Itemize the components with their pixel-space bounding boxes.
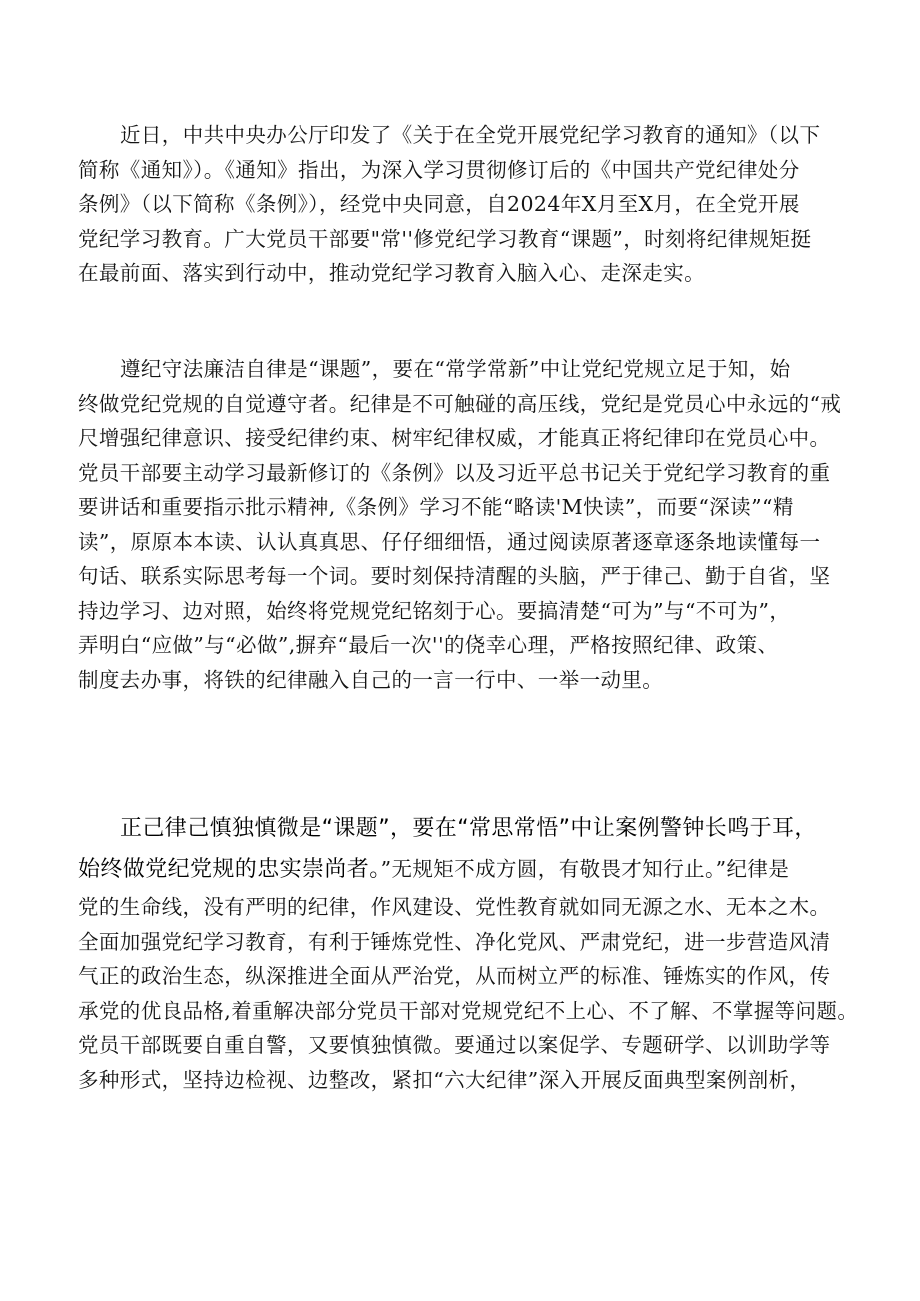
paragraph-line: 党员干部要主动学习最新修订的《条例》以及习近平总书记关于党纪学习教育的重 bbox=[78, 460, 831, 485]
paragraph-line: 近日，中共中央办公厅印发了《关于在全党开展党纪学习教育的通知》（以下 bbox=[120, 123, 821, 147]
paragraph-line: 在最前面、落实到行动中，推动党纪学习教育入脑入心、走深走实。 bbox=[78, 261, 705, 285]
paragraph-line: 党的生命线，没有严明的纪律，作风建设、党性教育就如同无源之水、无本之木。 bbox=[78, 895, 831, 919]
paragraph-line: 句话、联系实际思考每一个词。要时刻保持清醒的头脑，严于律己、勤于自省，坚 bbox=[78, 564, 831, 588]
paragraph-line: 党员干部既要自重自警，又要慎独慎微。要通过以案促学、专题研学、以训助学等 bbox=[78, 1033, 831, 1057]
paragraph-line: 承党的优良品格,着重解决部分党员干部对党规党纪不上心、不了解、不掌握等问题。 bbox=[78, 998, 859, 1023]
paragraph-line: 全面加强党纪学习教育，有利于锤炼党性、净化党风、严肃党纪，进一步营造风清 bbox=[78, 929, 831, 954]
paragraph-1 bbox=[78, 118, 858, 291]
paragraph-line: 多种形式，坚持边检视、边整改，紧扣“六大纪律”深入开展反面典型案例剖析， bbox=[78, 1067, 811, 1092]
paragraph-line: 持边学习、边对照，始终将党规党纪铭刻于心。要搞清楚“可为”与“不可为”， bbox=[78, 598, 791, 623]
paragraph-lead-line bbox=[78, 808, 858, 849]
paragraph-line: 党纪学习教育。广大党员干部要"常''修党纪学习教育“课题”，时刻将纪律规矩挺 bbox=[78, 226, 812, 251]
paragraph-line: 气正的政治生态，纵深推进全面从严治党，从而树立严的标准、锤炼实的作风，传 bbox=[78, 964, 831, 988]
paragraph-lead-line-2 bbox=[78, 849, 858, 890]
paragraph-line: 读”，原原本本读、认认真真思、仔仔细细悟，通过阅读原著逐章逐条地读懂每一 bbox=[78, 529, 821, 554]
paragraph-line: 遵纪守法廉洁自律是“课题”，要在“常学常新”中让党纪党规立足于知，始 bbox=[120, 357, 791, 381]
paragraph-2 bbox=[78, 352, 858, 697]
paragraph-line: 终做党纪党规的自觉遵守者。纪律是不可触碰的高压线，党纪是党员心中永远的“戒 bbox=[78, 391, 842, 416]
paragraph-line: 弄明白“应做”与“必做”,摒弃“最后一次''的侥幸心理，严格按照纪律、政策、 bbox=[78, 633, 779, 657]
paragraph-line: 尺增强纪律意识、接受纪律约束、树牢纪律权威，才能真正将纪律印在党员心中。 bbox=[78, 426, 831, 450]
paragraph-3 bbox=[78, 808, 858, 1097]
paragraph-line: 条例》（以下简称《条例》），经党中央同意，自2024年X月至X月，在全党开展 bbox=[78, 192, 800, 216]
lead-heading-text: 正己律己慎独慎微是“课题”，要在“常思常悟”中让案例警钟长鸣于耳， bbox=[120, 816, 817, 841]
paragraph-line: 要讲话和重要指示批示精神,《条例》学习不能“略读'M快读”，而要“深读”“精 bbox=[78, 495, 794, 519]
paragraph-line: 简称《通知》）。《通知》指出，为深入学习贯彻修订后的《中国共产党纪律处分 bbox=[78, 157, 800, 182]
lead-heading-text-continued: 始终做党纪党规的忠实崇尚者。 bbox=[78, 857, 381, 882]
lead-line-body-text: ”无规矩不成方圆，有敬畏才知行止。”纪律是 bbox=[380, 857, 790, 881]
paragraph-line: 制度去办事，将铁的纪律融入自己的一言一行中、一举一动里。 bbox=[78, 667, 664, 692]
